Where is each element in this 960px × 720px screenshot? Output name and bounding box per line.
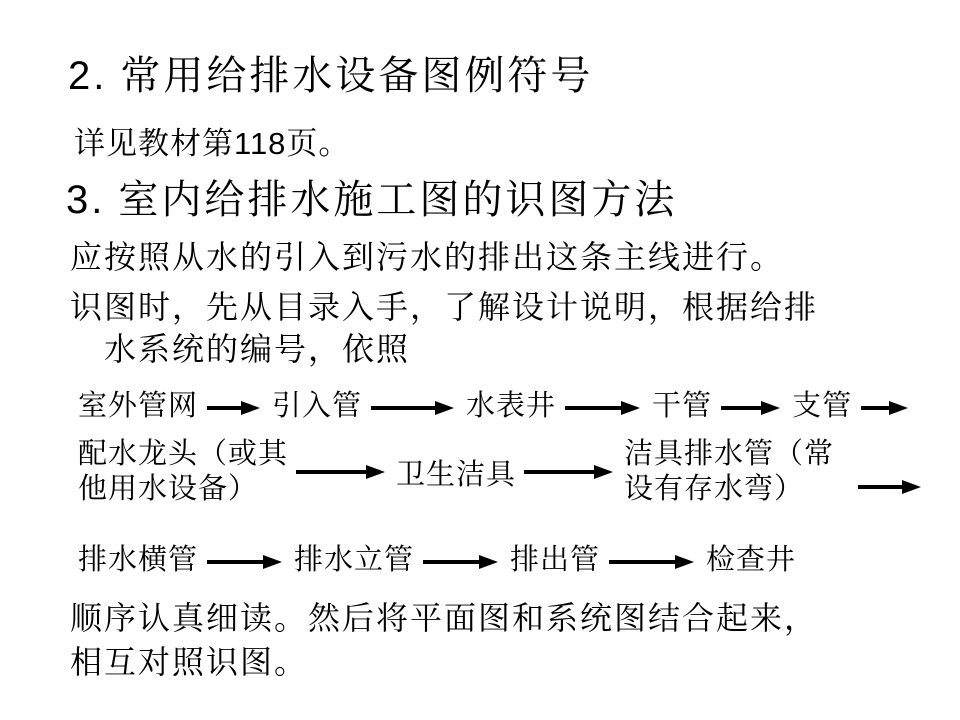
flow-node-inlet-pipe: 引入管 bbox=[272, 389, 363, 422]
flow-node-drain-riser: 排水立管 bbox=[294, 543, 415, 576]
flow-row-supply bbox=[78, 384, 911, 422]
flow-node-horizontal-drain: 排水横管 bbox=[78, 543, 199, 576]
flow-node-water-tap bbox=[78, 437, 288, 507]
flow-arrow-icon bbox=[861, 406, 891, 410]
ref-prefix: 详见教材第 bbox=[74, 126, 234, 161]
flow-arrow-icon bbox=[207, 406, 243, 410]
flow-node-water-meter-well: 水表井 bbox=[466, 389, 557, 422]
flow-node-outlet-pipe: 排出管 bbox=[510, 543, 601, 576]
heading-number: 2. bbox=[68, 54, 108, 98]
paragraph-line: 顺序认真细读。然后将平面图和系统图结合起来， bbox=[70, 600, 819, 636]
flow-row-drainage bbox=[78, 538, 796, 576]
paragraph-mainline: 应按照从水的引入到污水的排出这条主线进行。 bbox=[70, 239, 785, 275]
flow-arrow-icon bbox=[565, 406, 623, 410]
paragraph-reading-steps bbox=[70, 286, 818, 370]
heading-text: 常用给排水设备图例符号 bbox=[120, 53, 594, 98]
flow-node-line: 配水龙头（或其 bbox=[78, 438, 289, 470]
flow-arrow-icon bbox=[207, 560, 265, 564]
flow-node-line: 他用水设备） bbox=[78, 473, 259, 505]
heading-number: 3. bbox=[66, 178, 106, 222]
ref-suffix: 页。 bbox=[286, 126, 351, 161]
flow-arrow-icon bbox=[371, 406, 437, 410]
section-heading-legend-symbols bbox=[68, 44, 593, 101]
section-heading-reading-method bbox=[66, 168, 677, 225]
flow-arrow-icon bbox=[721, 406, 763, 410]
flow-node-fixture-drain-pipe bbox=[624, 437, 834, 507]
ref-page-number: 118 bbox=[234, 126, 287, 161]
paragraph-closing bbox=[70, 596, 818, 684]
flow-node-sanitary-fixture: 卫生洁具 bbox=[396, 458, 517, 491]
textbook-reference-note bbox=[74, 118, 350, 163]
paragraph-line: 相互对照识图。 bbox=[70, 644, 309, 680]
flow-node-branch-pipe: 支管 bbox=[792, 389, 853, 422]
flow-node-outdoor-network: 室外管网 bbox=[78, 389, 199, 422]
paragraph-line: 水系统的编号，依照 bbox=[104, 331, 411, 367]
flow-arrow-icon bbox=[296, 470, 368, 474]
flow-node-inspection-well: 检查井 bbox=[706, 543, 797, 576]
flow-node-line: 设有存水弯） bbox=[624, 473, 805, 505]
paragraph-line: 识图时，先从目录入手，了解设计说明，根据给排 bbox=[70, 289, 819, 325]
heading-text: 室内给排水施工图的识图方法 bbox=[118, 177, 678, 222]
flow-node-line: 洁具排水管（常 bbox=[624, 438, 835, 470]
flow-arrow-icon bbox=[524, 470, 596, 474]
flow-arrow-icon bbox=[609, 560, 677, 564]
flow-arrow-icon bbox=[858, 485, 904, 489]
flow-arrow-icon bbox=[423, 560, 481, 564]
flow-node-main-pipe: 干管 bbox=[652, 389, 713, 422]
flow-row-fixtures bbox=[78, 432, 924, 512]
